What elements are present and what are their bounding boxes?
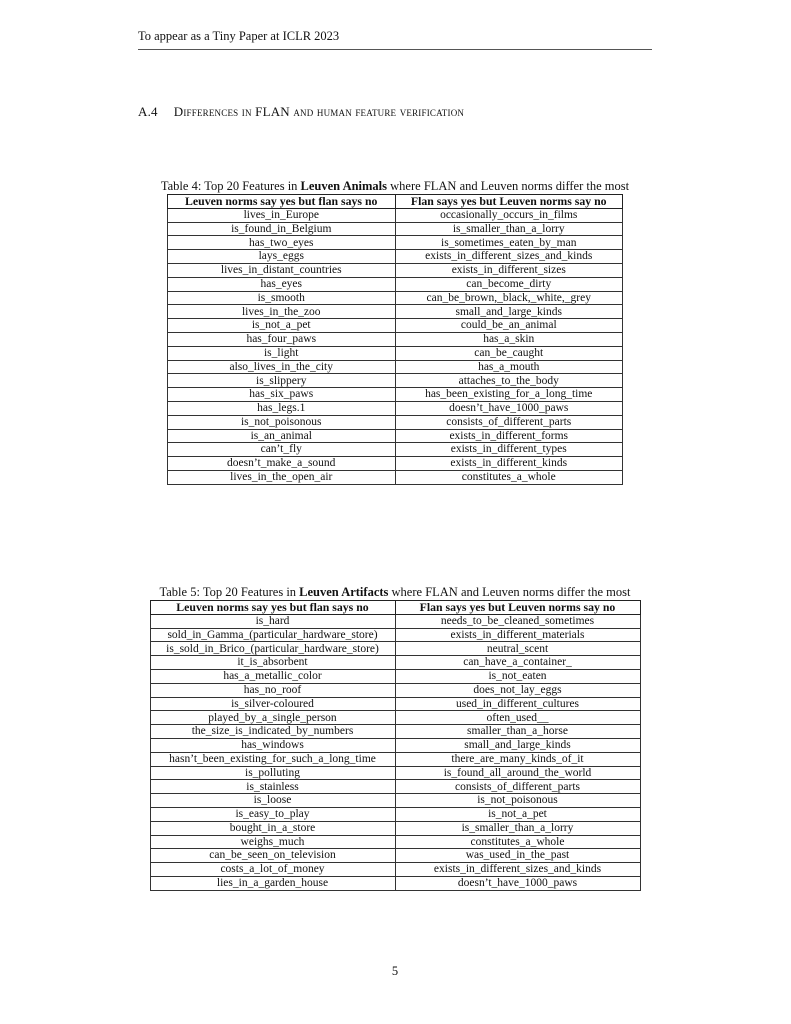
- feature-cell: was_used_in_the_past: [395, 849, 640, 863]
- feature-cell: is_not_poisonous: [395, 794, 640, 808]
- feature-cell: there_are_many_kinds_of_it: [395, 752, 640, 766]
- table-row: [168, 208, 623, 222]
- feature-cell: consists_of_different_parts: [395, 415, 623, 429]
- table4-caption-prefix: Table 4: Top 20 Features in: [160, 179, 301, 193]
- feature-cell: is_not_poisonous: [168, 415, 396, 429]
- feature-cell: is_easy_to_play: [150, 807, 395, 821]
- table-row: [150, 725, 640, 739]
- feature-cell: lives_in_distant_countries: [168, 263, 396, 277]
- feature-cell: exists_in_different_materials: [395, 628, 640, 642]
- table-row: [168, 250, 623, 264]
- table-row: [168, 277, 623, 291]
- feature-cell: it_is_absorbent: [150, 656, 395, 670]
- table-row: [168, 291, 623, 305]
- table-row: [168, 360, 623, 374]
- feature-cell: can_be_caught: [395, 346, 623, 360]
- feature-cell: lives_in_the_zoo: [168, 305, 396, 319]
- table-row: [150, 697, 640, 711]
- feature-cell: has_a_skin: [395, 332, 623, 346]
- table-row: [168, 374, 623, 388]
- feature-cell: has_windows: [150, 738, 395, 752]
- table4-body: [168, 208, 623, 484]
- table-header-row: [150, 601, 640, 615]
- table-row: [150, 821, 640, 835]
- feature-cell: smaller_than_a_horse: [395, 725, 640, 739]
- feature-cell: has_two_eyes: [168, 236, 396, 250]
- feature-cell: constitutes_a_whole: [395, 835, 640, 849]
- feature-cell: is_loose: [150, 794, 395, 808]
- table-row: [168, 415, 623, 429]
- table5-caption: [138, 585, 652, 600]
- feature-cell: has_a_metallic_color: [150, 669, 395, 683]
- feature-cell: is_not_eaten: [395, 669, 640, 683]
- table5-caption-prefix: Table 5: Top 20 Features in: [159, 585, 300, 599]
- table-row: [168, 319, 623, 333]
- feature-cell: consists_of_different_parts: [395, 780, 640, 794]
- feature-cell: can_be_brown,_black,_white,_grey: [395, 291, 623, 305]
- table4-caption-suffix: where FLAN and Leuven norms differ the most: [387, 179, 630, 193]
- table-5-leuven-artifacts: [150, 600, 641, 891]
- feature-cell: is_stainless: [150, 780, 395, 794]
- feature-cell: exists_in_different_types: [395, 443, 623, 457]
- running-header-text: To appear as a Tiny Paper at ICLR 2023: [138, 29, 340, 43]
- table-row: [150, 614, 640, 628]
- feature-cell: is_smaller_than_a_lorry: [395, 222, 623, 236]
- feature-cell: is_not_a_pet: [395, 807, 640, 821]
- feature-cell: lays_eggs: [168, 250, 396, 264]
- table5-caption-dataset: Leuven Artifacts: [299, 585, 389, 599]
- feature-cell: has_no_roof: [150, 683, 395, 697]
- feature-cell: exists_in_different_kinds: [395, 457, 623, 471]
- table-header-row: [168, 195, 623, 209]
- table-row: [150, 752, 640, 766]
- feature-cell: is_hard: [150, 614, 395, 628]
- table4-caption: [138, 179, 652, 194]
- table-row: [150, 683, 640, 697]
- section-title: Differences in FLAN and human feature verification: [173, 104, 465, 119]
- feature-cell: is_not_a_pet: [168, 319, 396, 333]
- table-row: [150, 656, 640, 670]
- table-row: [150, 849, 640, 863]
- table-row: [168, 305, 623, 319]
- feature-cell: is_slippery: [168, 374, 396, 388]
- feature-cell: often_used__: [395, 711, 640, 725]
- column-header-flan-yes: Flan says yes but Leuven norms say no: [395, 195, 623, 209]
- feature-cell: exists_in_different_sizes_and_kinds: [395, 863, 640, 877]
- table-4-leuven-animals: [167, 194, 623, 485]
- table-row: [168, 222, 623, 236]
- feature-cell: lives_in_the_open_air: [168, 470, 396, 484]
- table-row: [168, 332, 623, 346]
- feature-cell: constitutes_a_whole: [395, 470, 623, 484]
- feature-cell: exists_in_different_sizes_and_kinds: [395, 250, 623, 264]
- feature-cell: does_not_lay_eggs: [395, 683, 640, 697]
- feature-cell: occasionally_occurs_in_films: [395, 208, 623, 222]
- table-row: [168, 457, 623, 471]
- section-number: A.4: [138, 104, 158, 119]
- table-row: [150, 766, 640, 780]
- feature-cell: bought_in_a_store: [150, 821, 395, 835]
- feature-cell: has_legs.1: [168, 401, 396, 415]
- table-row: [150, 835, 640, 849]
- feature-cell: lives_in_Europe: [168, 208, 396, 222]
- table-row: [168, 263, 623, 277]
- feature-cell: could_be_an_animal: [395, 319, 623, 333]
- feature-cell: can_be_seen_on_television: [150, 849, 395, 863]
- feature-cell: is_polluting: [150, 766, 395, 780]
- feature-cell: has_eyes: [168, 277, 396, 291]
- feature-cell: doesn’t_have_1000_paws: [395, 876, 640, 890]
- table-row: [150, 863, 640, 877]
- table-row: [150, 628, 640, 642]
- feature-cell: small_and_large_kinds: [395, 305, 623, 319]
- feature-cell: is_sold_in_Brico_(particular_hardware_store): [150, 642, 395, 656]
- feature-cell: used_in_different_cultures: [395, 697, 640, 711]
- feature-cell: exists_in_different_forms: [395, 429, 623, 443]
- feature-cell: neutral_scent: [395, 642, 640, 656]
- table-row: [150, 669, 640, 683]
- table-row: [150, 807, 640, 821]
- feature-cell: is_found_all_around_the_world: [395, 766, 640, 780]
- feature-cell: is_smooth: [168, 291, 396, 305]
- page-number: 5: [391, 964, 399, 978]
- table5-head: [150, 601, 640, 615]
- table-row: [150, 642, 640, 656]
- feature-cell: is_found_in_Belgium: [168, 222, 396, 236]
- feature-cell: has_four_paws: [168, 332, 396, 346]
- feature-cell: lies_in_a_garden_house: [150, 876, 395, 890]
- table-row: [150, 711, 640, 725]
- feature-cell: is_an_animal: [168, 429, 396, 443]
- column-header-leuven-yes: Leuven norms say yes but flan says no: [150, 601, 395, 615]
- feature-cell: can_become_dirty: [395, 277, 623, 291]
- running-header: [138, 29, 652, 50]
- feature-cell: the_size_is_indicated_by_numbers: [150, 725, 395, 739]
- feature-cell: exists_in_different_sizes: [395, 263, 623, 277]
- column-header-leuven-yes: Leuven norms say yes but flan says no: [168, 195, 396, 209]
- table-row: [150, 780, 640, 794]
- table5-caption-suffix: where FLAN and Leuven norms differ the most: [388, 585, 631, 599]
- feature-cell: attaches_to_the_body: [395, 374, 623, 388]
- feature-cell: can_have_a_container_: [395, 656, 640, 670]
- table-row: [168, 388, 623, 402]
- feature-cell: doesn’t_have_1000_paws: [395, 401, 623, 415]
- feature-cell: weighs_much: [150, 835, 395, 849]
- table-row: [150, 738, 640, 752]
- section-heading: [138, 104, 652, 120]
- table-row: [150, 794, 640, 808]
- table-row: [168, 429, 623, 443]
- table5-container: [138, 600, 652, 891]
- feature-cell: also_lives_in_the_city: [168, 360, 396, 374]
- feature-cell: is_sometimes_eaten_by_man: [395, 236, 623, 250]
- feature-cell: has_been_existing_for_a_long_time: [395, 388, 623, 402]
- feature-cell: has_a_mouth: [395, 360, 623, 374]
- table-row: [168, 236, 623, 250]
- table-row: [150, 876, 640, 890]
- feature-cell: needs_to_be_cleaned_sometimes: [395, 614, 640, 628]
- feature-cell: doesn’t_make_a_sound: [168, 457, 396, 471]
- feature-cell: has_six_paws: [168, 388, 396, 402]
- table-row: [168, 346, 623, 360]
- feature-cell: is_smaller_than_a_lorry: [395, 821, 640, 835]
- feature-cell: can’t_fly: [168, 443, 396, 457]
- feature-cell: sold_in_Gamma_(particular_hardware_store): [150, 628, 395, 642]
- feature-cell: is_silver-coloured: [150, 697, 395, 711]
- feature-cell: costs_a_lot_of_money: [150, 863, 395, 877]
- table4-container: [138, 194, 652, 485]
- table5-body: [150, 614, 640, 890]
- table4-caption-dataset: Leuven Animals: [300, 179, 388, 193]
- feature-cell: played_by_a_single_person: [150, 711, 395, 725]
- feature-cell: small_and_large_kinds: [395, 738, 640, 752]
- table4-head: [168, 195, 623, 209]
- column-header-flan-yes: Flan says yes but Leuven norms say no: [395, 601, 640, 615]
- table-row: [168, 470, 623, 484]
- feature-cell: hasn’t_been_existing_for_such_a_long_time: [150, 752, 395, 766]
- feature-cell: is_light: [168, 346, 396, 360]
- table-row: [168, 401, 623, 415]
- table-row: [168, 443, 623, 457]
